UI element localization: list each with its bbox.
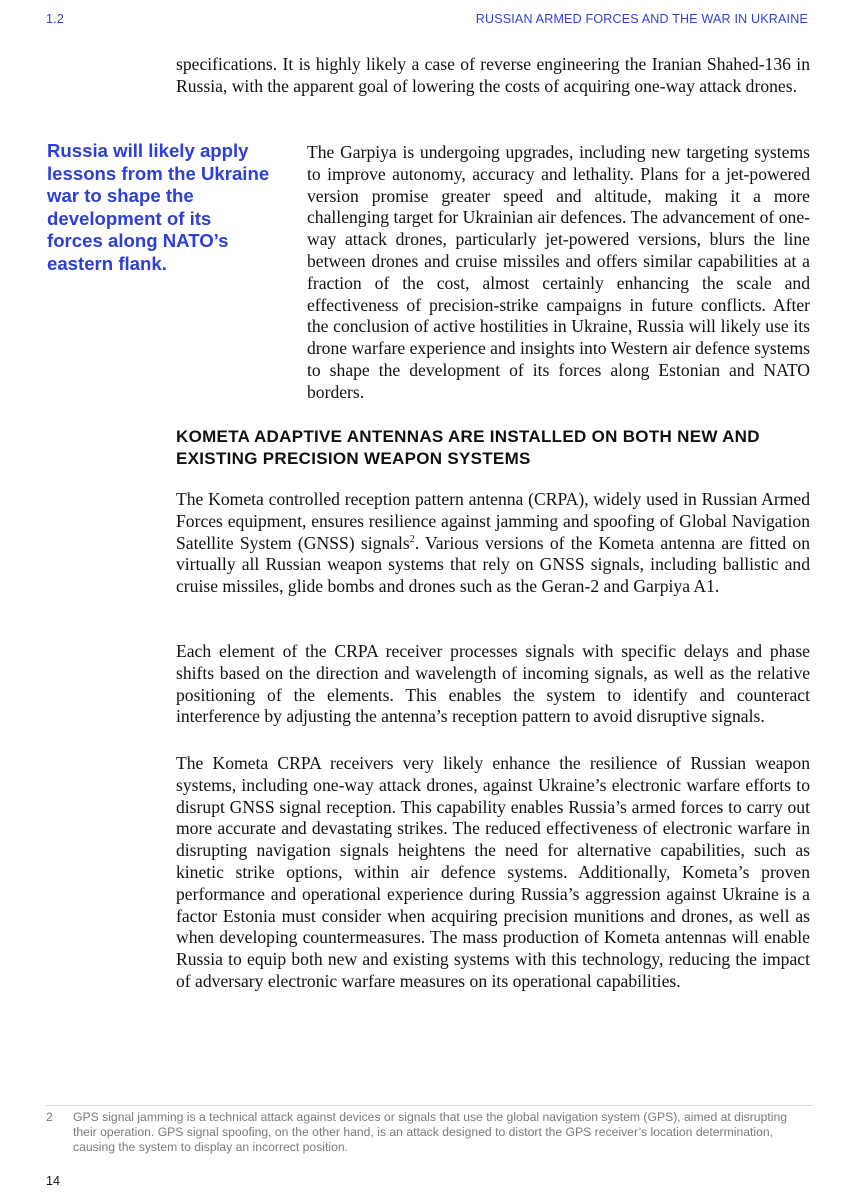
kometa-paragraph-1 xyxy=(176,489,810,598)
running-title: RUSSIAN ARMED FORCES AND THE WAR IN UKRAINE xyxy=(475,12,808,26)
footnote xyxy=(46,1110,813,1155)
kometa-paragraph-2: Each element of the CRPA receiver processes signals with specific delays and phase shifts based on the direction and wavelength of incoming signals, as well as the relative positioning of the elements. This enables the system to identify and counteract interference by adjusting the antenna’s reception pattern to avoid disruptive signals. xyxy=(176,641,810,727)
intro-paragraph: specifications. It is highly likely a case of reverse engineering the Iranian Shahed-136 in Russia, with the apparent goal of lowering the costs of acquiring one-way attack drones. xyxy=(176,54,810,96)
footnote-number: 2 xyxy=(46,1110,53,1124)
footnote-text: GPS signal jamming is a technical attack against devices or signals that use the global navigation system (GPS), aimed at disrupting their operation. GPS signal spoofing, on the other hand, is an attack designed to distort the GPS receiver’s location determination, causing the system to display an incorrect position. xyxy=(73,1110,788,1154)
section-heading: KOMETA ADAPTIVE ANTENNAS ARE INSTALLED ON BOTH NEW AND EXISTING PRECISION WEAPON SYSTEMS xyxy=(176,427,760,468)
pull-quote: Russia will likely apply lessons from the Ukraine war to shape the development of its forces along NATO’s eastern flank. xyxy=(47,140,270,274)
garpiya-paragraph: The Garpiya is undergoing upgrades, including new targeting systems to improve autonomy, accuracy and lethality. Plans for a jet-powered version promise greater speed and altitude, making it a more challenging target for Ukrainian air defences. The advancement of one-way attack drones, particularly jet-powered versions, blurs the line between drones and cruise missiles and offers similar capabilities at a fraction of the cost, almost certainly enhancing the scale and effectiveness of precision-strike campaigns in future conflicts. After the conclusion of active hostilities in Ukraine, Russia will likely use its drone warfare experience and insights into Western air defence systems to shape the development of its forces along Estonian and NATO borders. xyxy=(307,142,810,402)
kometa-paragraph-3: The Kometa CRPA receivers very likely enhance the resilience of Russian weapon systems, including one-way attack drones, against Ukraine’s electronic warfare efforts to disrupt GNSS signal reception. This capability enables Russia’s armed forces to carry out more accurate and devastating strikes. The reduced effectiveness of electronic warfare in disrupting navigation signals heightens the need for alternative capabilities, such as kinetic strike options, within air defence systems. Additionally, Kometa’s proven performance and operational experience during Russia’s aggression against Ukraine is a factor Estonia must consider when acquiring precision munitions and drones, as well as when developing countermeasures. The mass production of Kometa antennas will enable Russia to equip both new and existing systems with this technology, reducing the impact of adversary electronic warfare measures on its operational capabilities. xyxy=(176,753,810,991)
paragraph-text: The Kometa controlled reception pattern antenna (CRPA), widely used in Russian Armed Forces equipment, ensures resilience against jamming and spoofing of Global Navigation Satellite System (GNSS) signals xyxy=(176,489,810,553)
paragraph-text: . Various versions of the Kometa antenna are fitted on virtually all Russian weapon systems that rely on GNSS signals, including ballistic and cruise missiles, glide bombs and drones such as the Geran-2 and Garpiya A1. xyxy=(176,532,810,597)
footnote-divider xyxy=(46,1105,813,1106)
footnote-reference[interactable]: 2 xyxy=(409,533,415,545)
section-number: 1.2 xyxy=(46,12,64,26)
page-number: 14 xyxy=(46,1174,60,1188)
